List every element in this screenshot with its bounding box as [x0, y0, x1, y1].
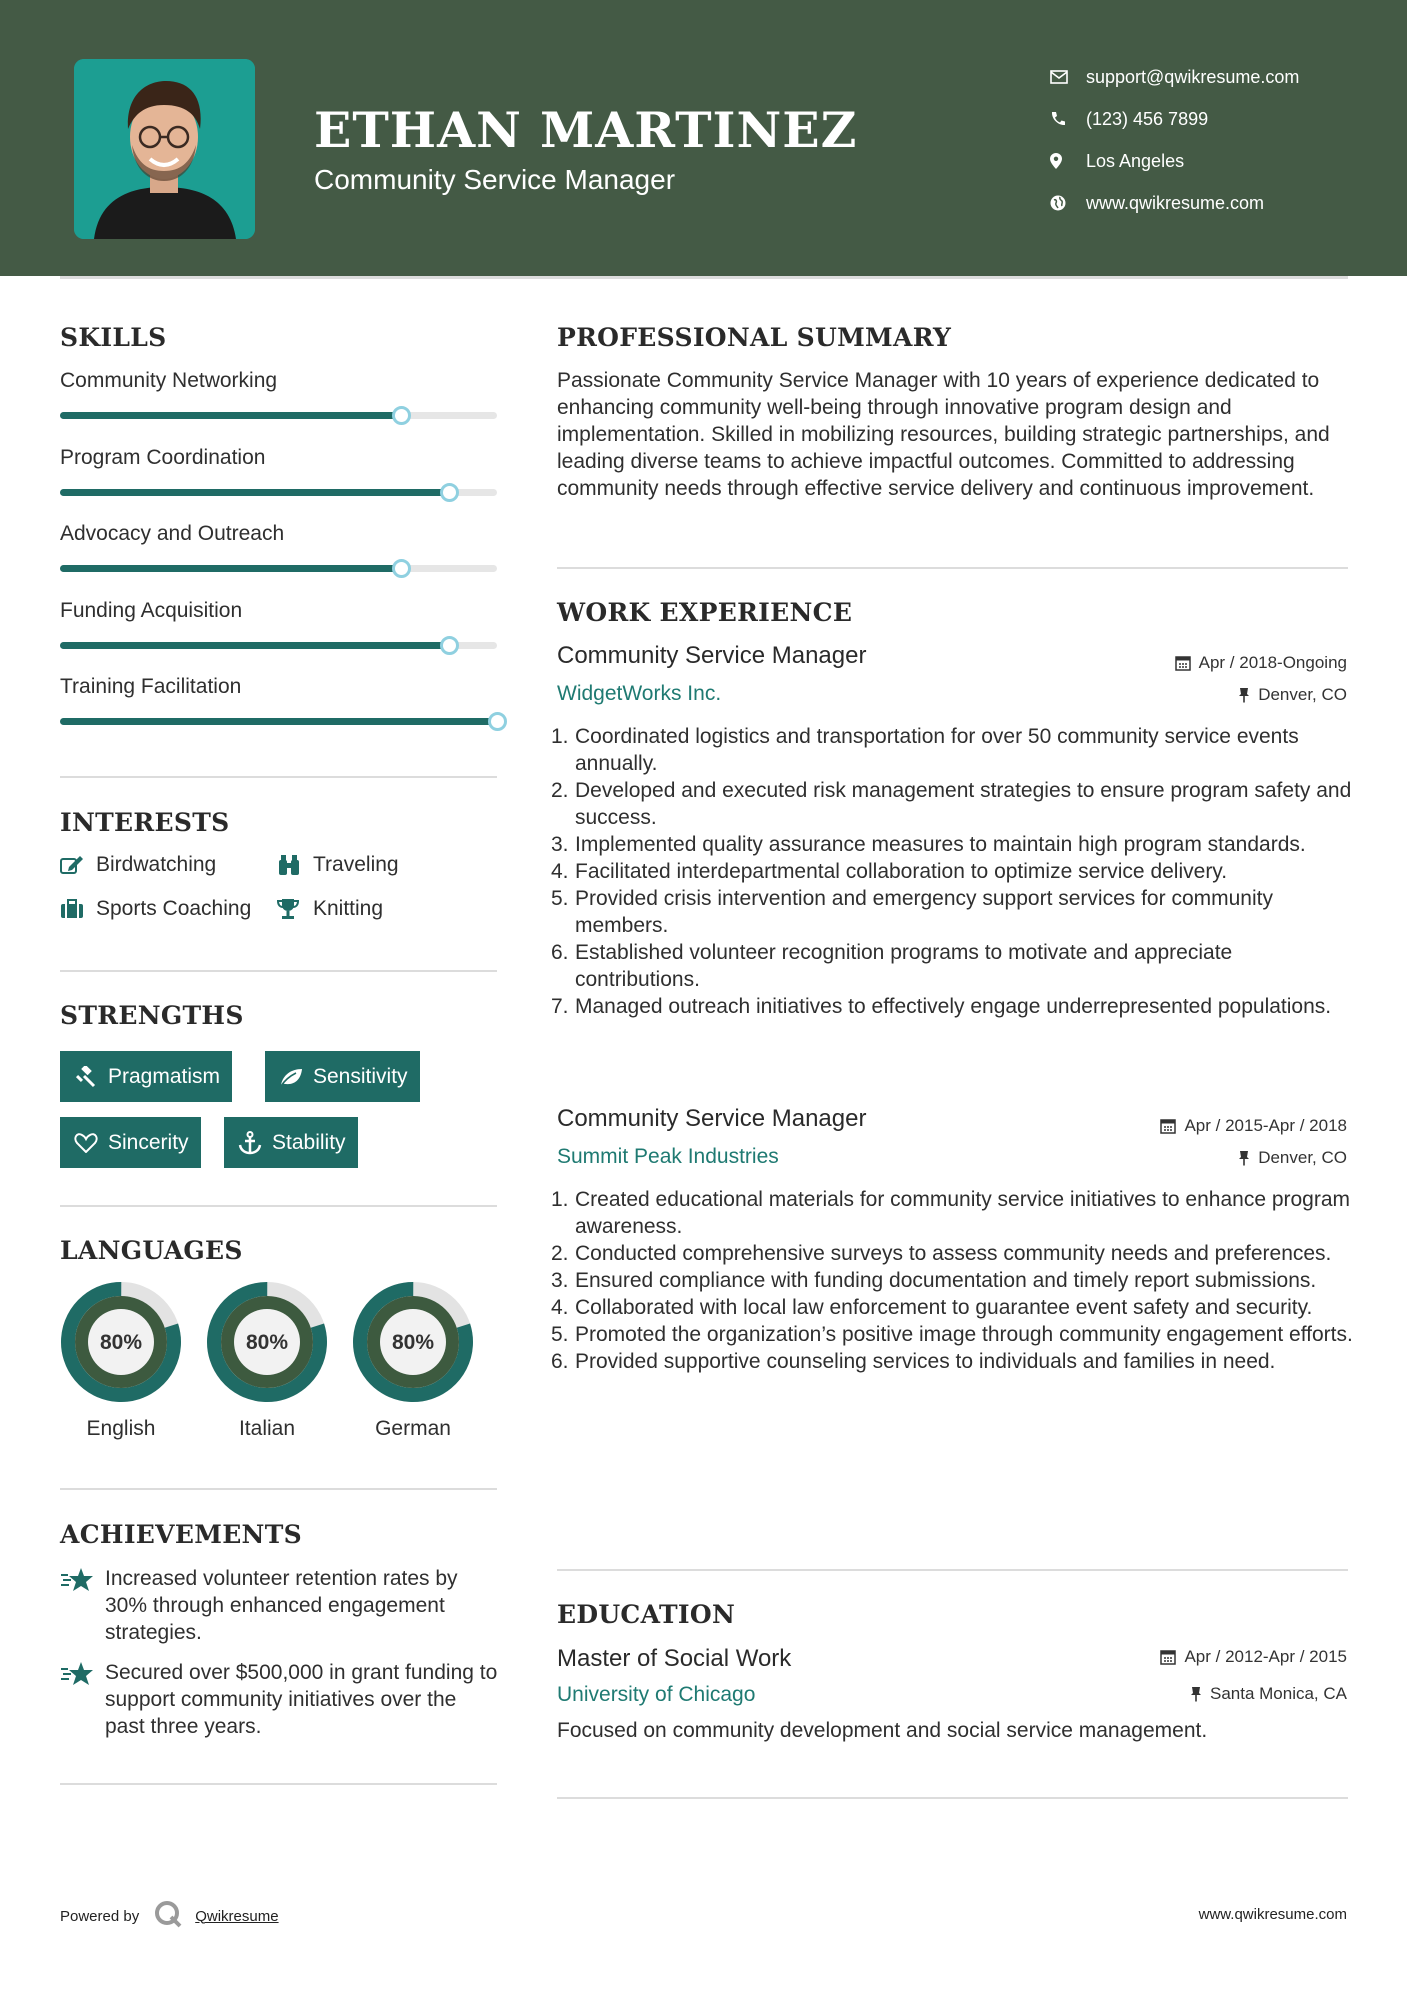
- job-bullet: 7. Managed outreach initiatives to effectively engage underrepresented populations.: [551, 995, 1332, 1018]
- contact-email[interactable]: [1050, 56, 1299, 98]
- strength-label: Sensitivity: [313, 1064, 408, 1088]
- map-pin-icon: [1050, 151, 1086, 171]
- header-divider: [60, 276, 1348, 279]
- job-dates-text: Apr / 2018-Ongoing: [1198, 653, 1347, 672]
- strength-label: Sincerity: [108, 1130, 189, 1154]
- experience-divider: [557, 1569, 1348, 1571]
- strength-tag: [265, 1051, 420, 1102]
- leaf-icon: [275, 1067, 307, 1087]
- contact-email-text: support@qwikresume.com: [1086, 66, 1300, 87]
- candidate-name: ETHAN MARTINEZ: [314, 101, 858, 159]
- achievement-item: [60, 1565, 500, 1646]
- skill-label: Funding Acquisition: [60, 598, 243, 622]
- skill-level-bar: [60, 489, 497, 496]
- experience-title: WORK EXPERIENCE: [557, 598, 853, 627]
- interests-title: INTERESTS: [60, 808, 230, 837]
- briefcase-icon: [60, 899, 96, 919]
- contact-phone[interactable]: [1050, 98, 1299, 140]
- language-ring-chart: [206, 1281, 328, 1403]
- achievement-text: Increased volunteer retention rates by 30% through enhanced engagement strategies.: [105, 1567, 458, 1644]
- language-ring: [60, 1281, 182, 1408]
- person-photo-icon: [74, 59, 255, 239]
- skill-level-fill: [60, 565, 401, 572]
- skill-label: Advocacy and Outreach: [60, 522, 285, 545]
- skill-label: Community Networking: [60, 369, 278, 392]
- job-bullet: 5. Provided crisis intervention and emergency support services for community members.: [551, 887, 1273, 937]
- skill-label: Program Coordination: [60, 445, 266, 469]
- job-role: Community Service Manager: [557, 1105, 867, 1132]
- qwikresume-link[interactable]: Qwikresume: [195, 1907, 279, 1925]
- job-dates: [1175, 653, 1347, 673]
- education-school: University of Chicago: [557, 1683, 756, 1706]
- envelope-icon: [1050, 67, 1086, 87]
- education-description: Focused on community development and social service management.: [557, 1719, 1208, 1742]
- skill-level-knob: [440, 483, 459, 502]
- achievements-divider: [60, 1783, 497, 1785]
- job-bullet: 6. Established volunteer recognition programs to motivate and appreciate contributions.: [551, 941, 1233, 991]
- skill-level-bar: [60, 412, 497, 419]
- rising-star-icon: [60, 1565, 105, 1646]
- skill-level-knob: [392, 406, 411, 425]
- job-company: Summit Peak Industries: [557, 1145, 779, 1168]
- skill-level-knob: [440, 636, 459, 655]
- job-bullet: 4. Collaborated with local law enforcement to guarantee event safety and security.: [551, 1296, 1313, 1319]
- contact-website[interactable]: [1050, 182, 1299, 224]
- job-bullets: [551, 1186, 1356, 1375]
- education-title: EDUCATION: [557, 1600, 736, 1629]
- language-ring: [206, 1281, 328, 1408]
- interests-divider: [60, 970, 497, 972]
- gavel-icon: [70, 1066, 102, 1088]
- job-bullet: 1. Created educational materials for community service initiatives to enhance program awareness.: [551, 1188, 1351, 1238]
- job-bullet: 6. Provided supportive counseling services to individuals and families in need.: [551, 1350, 1276, 1373]
- language-percent: 80%: [391, 1331, 435, 1354]
- achievement-item: [60, 1659, 500, 1740]
- edit-icon: [60, 855, 96, 875]
- contact-list: [1050, 56, 1299, 224]
- rising-star-icon: [60, 1659, 105, 1740]
- skill-level-fill: [60, 642, 449, 649]
- strength-label: Stability: [272, 1130, 346, 1154]
- language-name: Italian: [238, 1417, 296, 1440]
- skill-level-bar: [60, 642, 497, 649]
- education-dates: [1160, 1647, 1347, 1667]
- strengths-divider: [60, 1205, 497, 1207]
- qwikresume-logo-icon: [153, 1899, 183, 1933]
- language-ring-chart: [60, 1281, 182, 1403]
- languages-divider: [60, 1488, 497, 1490]
- candidate-title: Community Service Manager: [314, 164, 676, 195]
- binoculars-icon: [277, 854, 313, 876]
- job-bullet: 3. Implemented quality assurance measures to maintain high program standards.: [551, 833, 1306, 856]
- job-bullet: 3. Ensured compliance with funding documentation and timely report submissions.: [551, 1269, 1317, 1292]
- contact-location-text: Los Angeles: [1086, 150, 1185, 171]
- language-ring: [352, 1281, 474, 1408]
- contact-phone-text: (123) 456 7899: [1086, 108, 1209, 129]
- summary-divider: [557, 567, 1348, 569]
- trophy-icon: [277, 898, 313, 920]
- skill-level-knob: [392, 559, 411, 578]
- calendar-icon: [1160, 1649, 1176, 1665]
- profile-photo: [74, 59, 255, 239]
- contact-location: [1050, 140, 1299, 182]
- footer-url[interactable]: www.qwikresume.com: [1198, 1906, 1347, 1923]
- skill-label: Training Facilitation: [60, 675, 242, 698]
- skills-divider: [60, 776, 497, 778]
- skill-level-bar: [60, 718, 497, 725]
- job-bullets: [551, 723, 1356, 1020]
- powered-by-label: Powered by: [60, 1907, 140, 1925]
- header-band: [0, 0, 1407, 276]
- job-bullet: 2. Developed and executed risk management strategies to ensure program safety and success.: [551, 779, 1352, 829]
- skill-level-fill: [60, 718, 497, 725]
- languages-title: LANGUAGES: [60, 1236, 243, 1265]
- pushpin-icon: [1238, 1150, 1250, 1166]
- language-percent: 80%: [245, 1331, 289, 1354]
- interest-label: Knitting: [313, 897, 384, 920]
- job-location: [1238, 685, 1347, 705]
- interest-label: Traveling: [313, 853, 399, 876]
- language-percent: 80%: [99, 1331, 143, 1354]
- calendar-icon: [1175, 655, 1191, 671]
- education-divider: [557, 1797, 1348, 1799]
- pushpin-icon: [1190, 1686, 1202, 1702]
- interest-item: [277, 853, 399, 877]
- skill-level-fill: [60, 489, 449, 496]
- job-bullet: 5. Promoted the organization’s positive image through community engagement efforts.: [551, 1323, 1353, 1346]
- job-company: WidgetWorks Inc.: [557, 682, 722, 705]
- summary-text: Passionate Community Service Manager with 10 years of experience dedicated to enhancing community well-being through innovative program design and implementation. Skilled in mobilizing resources, building strategic partnerships, and leading diverse teams to achieve impactful outcomes. Committed to addressing community needs through effective service delivery and continuous improvement.: [557, 369, 1330, 500]
- skill-level-knob: [488, 712, 507, 731]
- strength-tag: [60, 1051, 232, 1102]
- language-name: English: [86, 1417, 156, 1440]
- contact-website-text: www.qwikresume.com: [1086, 192, 1265, 213]
- education-dates-text: Apr / 2012-Apr / 2015: [1184, 1647, 1347, 1666]
- language-name: German: [375, 1417, 451, 1440]
- skills-title: SKILLS: [60, 323, 167, 352]
- interest-item: [60, 897, 251, 921]
- pushpin-icon: [1238, 687, 1250, 703]
- strength-label: Pragmatism: [108, 1064, 221, 1088]
- education-location: [1190, 1684, 1347, 1704]
- interest-item: [60, 853, 216, 877]
- strength-tag: [60, 1117, 201, 1168]
- job-location-text: Denver, CO: [1258, 1148, 1347, 1167]
- anchor-icon: [234, 1131, 266, 1155]
- strengths-title: STRENGTHS: [60, 1001, 244, 1030]
- interest-item: [277, 897, 383, 921]
- interest-label: Sports Coaching: [96, 897, 252, 920]
- strength-tag: [224, 1117, 358, 1168]
- job-location: [1238, 1148, 1347, 1168]
- job-role: Community Service Manager: [557, 642, 867, 669]
- job-dates-text: Apr / 2015-Apr / 2018: [1184, 1116, 1347, 1135]
- skill-level-fill: [60, 412, 401, 419]
- education-degree: Master of Social Work: [557, 1645, 792, 1672]
- skill-level-bar: [60, 565, 497, 572]
- job-bullet: 1. Coordinated logistics and transportation for over 50 community service events annually.: [551, 725, 1299, 775]
- globe-icon: [1050, 193, 1086, 213]
- phone-icon: [1050, 109, 1086, 129]
- interest-label: Birdwatching: [96, 853, 217, 876]
- footer-powered-by: [60, 1899, 279, 1933]
- summary-title: PROFESSIONAL SUMMARY: [557, 323, 952, 352]
- achievements-title: ACHIEVEMENTS: [60, 1520, 302, 1549]
- job-dates: [1160, 1116, 1347, 1136]
- language-ring-chart: [352, 1281, 474, 1403]
- job-bullet: 4. Facilitated interdepartmental collaboration to optimize service delivery.: [551, 860, 1228, 883]
- education-location-text: Santa Monica, CA: [1209, 1684, 1347, 1703]
- calendar-icon: [1160, 1118, 1176, 1134]
- job-location-text: Denver, CO: [1258, 685, 1347, 704]
- job-bullet: 2. Conducted comprehensive surveys to assess community needs and preferences.: [551, 1242, 1332, 1265]
- heart-icon: [70, 1133, 102, 1153]
- achievement-text: Secured over $500,000 in grant funding to support community initiatives over the past three years.: [105, 1661, 498, 1738]
